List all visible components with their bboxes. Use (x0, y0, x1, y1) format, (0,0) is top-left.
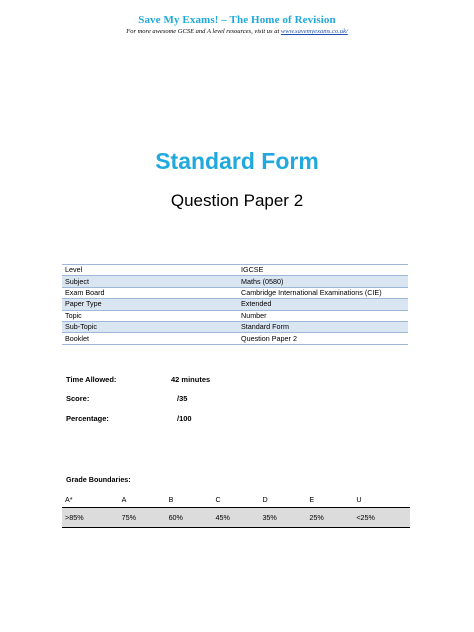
brand-tagline (0, 28, 474, 35)
info-row-level (62, 265, 408, 276)
document-subtitle: Question Paper 2 (170, 191, 304, 210)
info-value: Number (238, 310, 408, 321)
grade-header: A (119, 492, 166, 508)
brand-title: Save My Exams! – The Home of Revision (138, 14, 336, 26)
grade-value: 45% (213, 508, 260, 528)
grade-value: >85% (62, 508, 119, 528)
percentage-label: Percentage: (66, 414, 109, 423)
percentage-value: /100 (177, 414, 192, 423)
grade-values-row (62, 508, 410, 528)
site-header (0, 14, 474, 35)
tagline-text: For more awesome GCSE and A level resources, visit us at (126, 28, 281, 35)
grade-value: 25% (306, 508, 353, 528)
grade-header-row (62, 492, 410, 508)
info-value: Extended (238, 299, 408, 310)
info-value: Cambridge International Examinations (CIE) (238, 287, 408, 298)
info-row-paper-type (62, 299, 408, 310)
time-allowed-label: Time Allowed: (66, 375, 117, 384)
info-value: Standard Form (238, 321, 408, 332)
info-value: Maths (0580) (238, 276, 408, 287)
info-row-booklet (62, 333, 408, 344)
percentage-row (66, 414, 192, 423)
grade-header: D (259, 492, 306, 508)
grade-value: 75% (119, 508, 166, 528)
info-value: Question Paper 2 (238, 333, 408, 344)
score-label: Score: (66, 394, 90, 403)
score-value: /35 (177, 394, 188, 403)
info-label: Booklet (62, 333, 238, 344)
grade-boundaries-table (62, 492, 410, 528)
info-row-topic (62, 310, 408, 321)
info-label: Topic (62, 310, 238, 321)
grade-value: 35% (259, 508, 306, 528)
grade-value: 60% (166, 508, 213, 528)
grade-header: U (353, 492, 410, 508)
info-label: Exam Board (62, 287, 238, 298)
info-value: IGCSE (238, 265, 408, 276)
info-row-sub-topic (62, 321, 408, 332)
grade-boundaries-label: Grade Boundaries: (66, 475, 131, 484)
info-label: Paper Type (62, 299, 238, 310)
score-row (66, 394, 188, 403)
info-label: Level (62, 265, 238, 276)
website-link[interactable]: www.savemyexams.co.uk/ (280, 28, 348, 35)
time-allowed-value: 42 minutes (171, 375, 211, 384)
grade-header: C (213, 492, 260, 508)
grade-header: E (306, 492, 353, 508)
time-allowed-row (66, 375, 211, 384)
document-title: Standard Form (155, 148, 319, 174)
grade-header: A* (62, 492, 119, 508)
info-row-subject (62, 276, 408, 287)
info-row-exam-board (62, 287, 408, 298)
grade-header: B (166, 492, 213, 508)
grade-value: <25% (353, 508, 410, 528)
info-label: Subject (62, 276, 238, 287)
info-table (62, 264, 408, 345)
info-label: Sub-Topic (62, 321, 238, 332)
